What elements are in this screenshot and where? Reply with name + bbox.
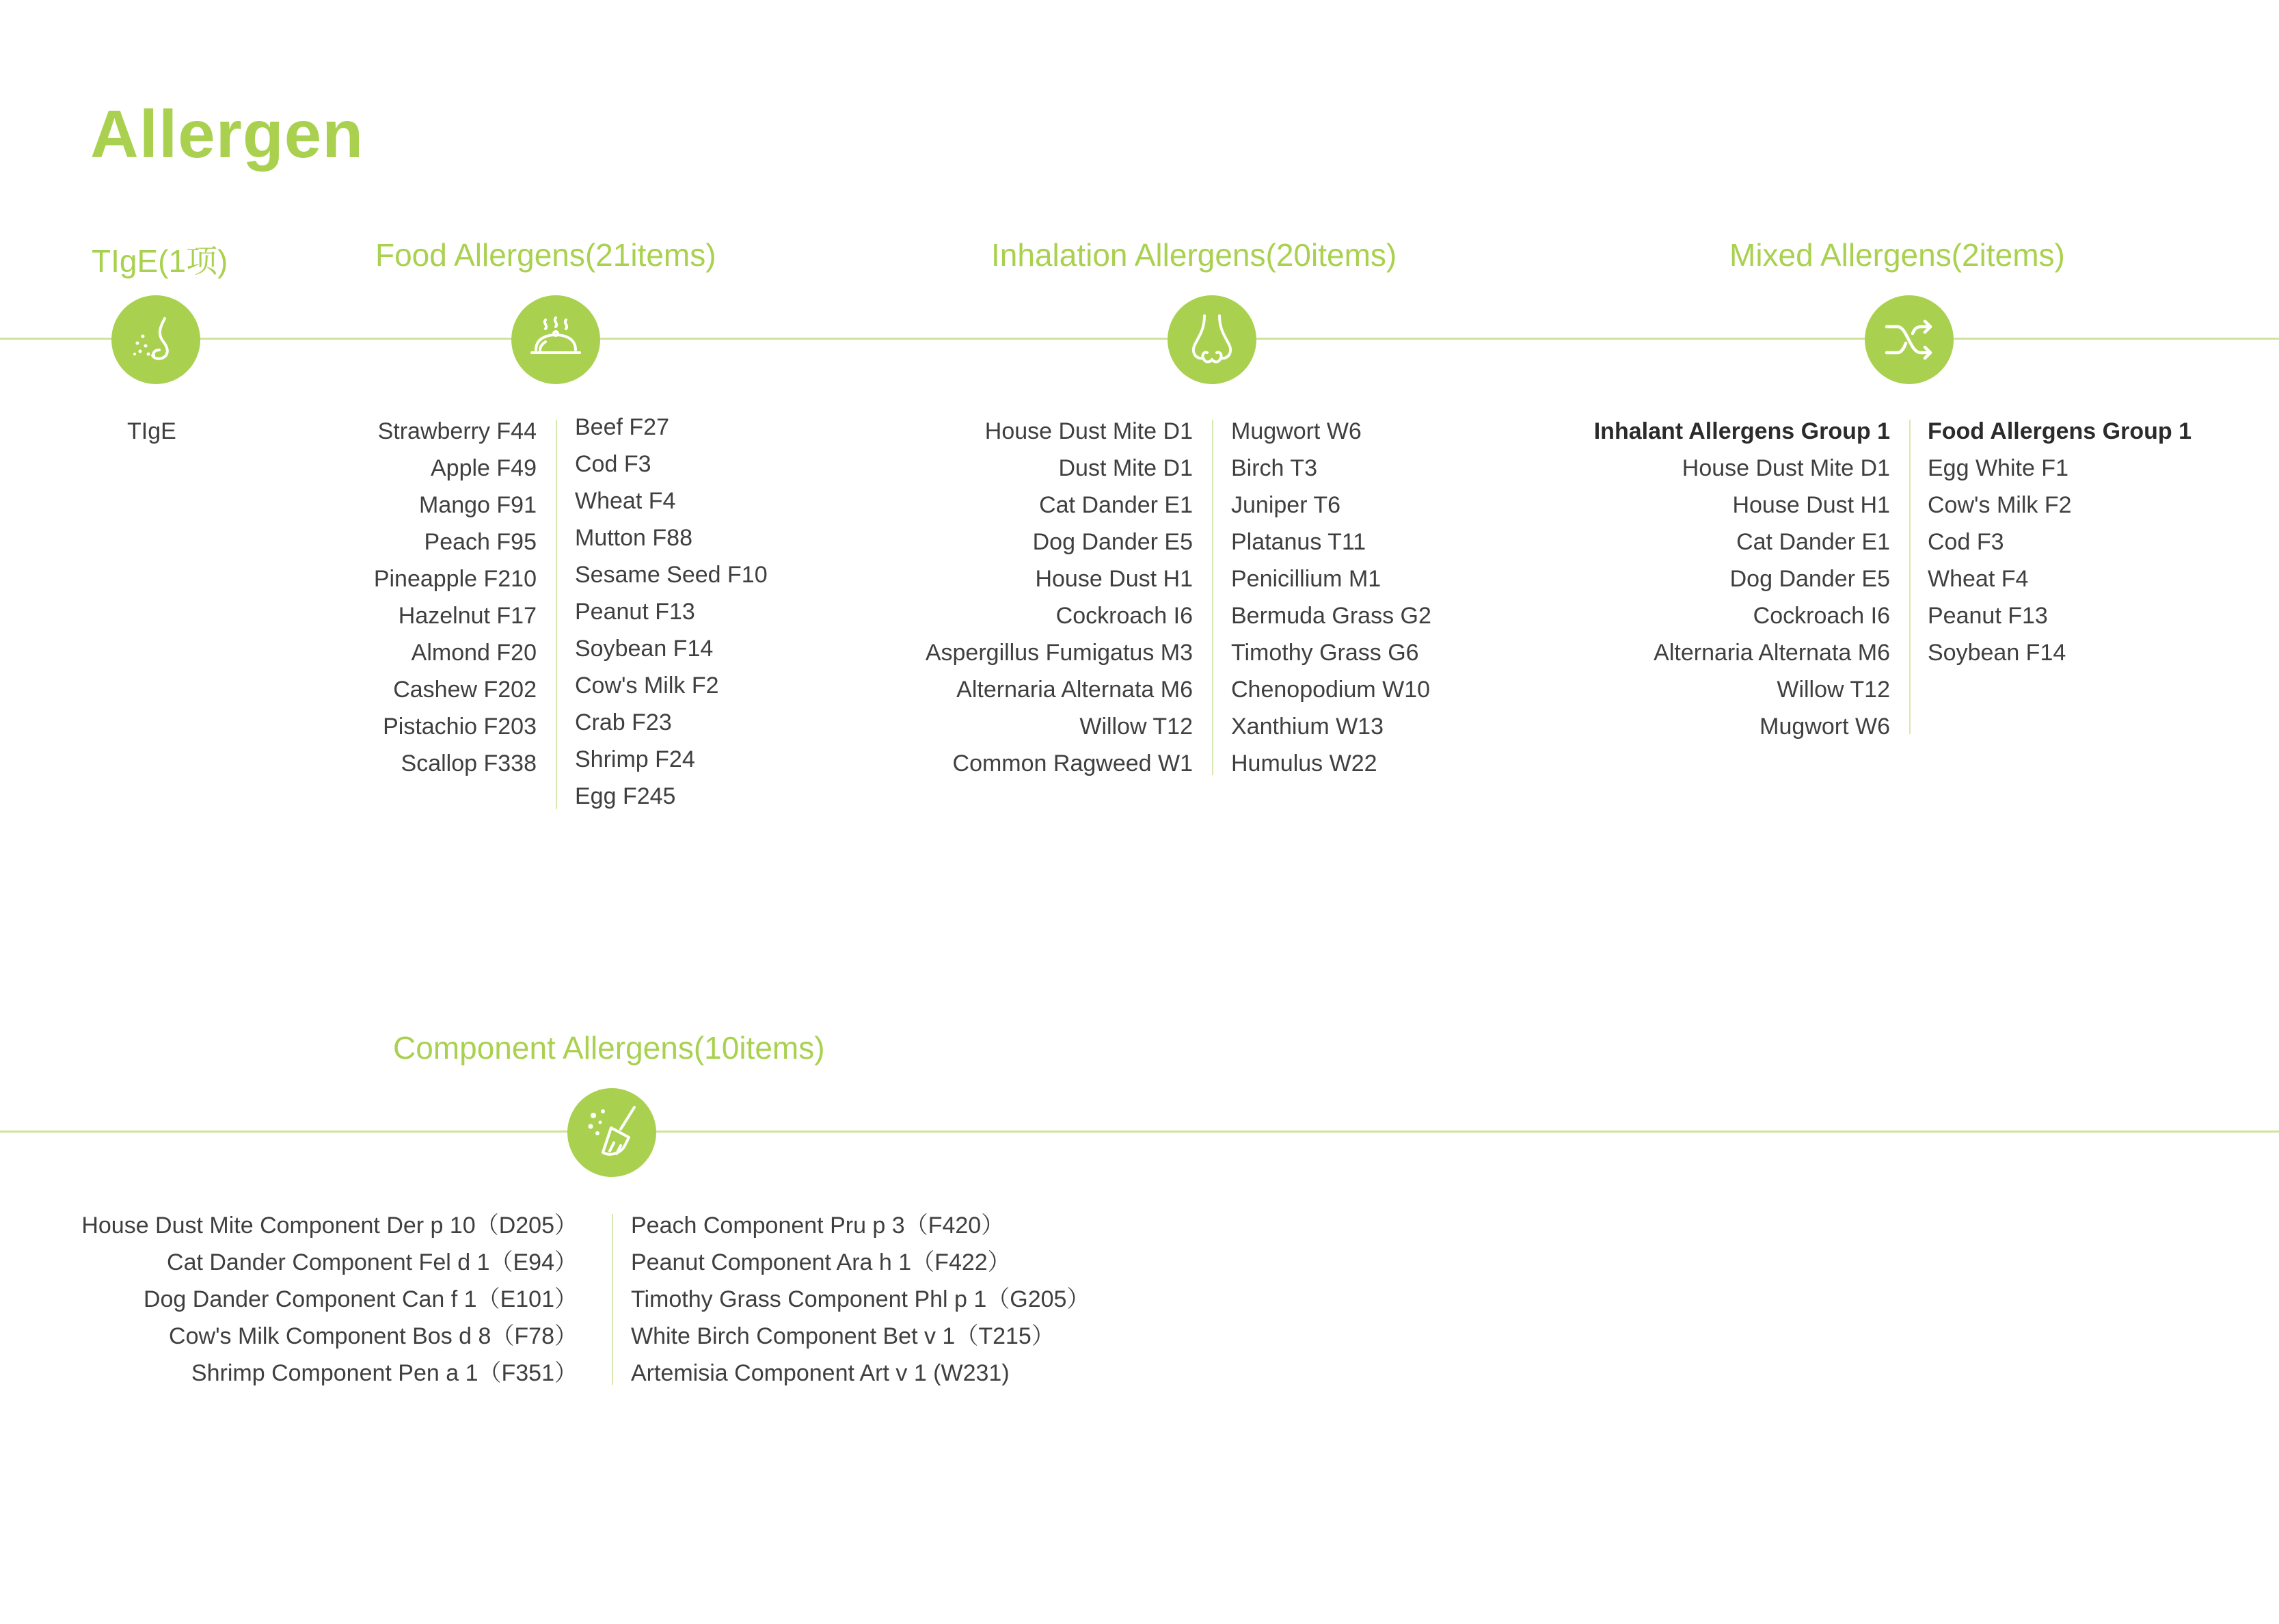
list-item: Soybean F14 bbox=[575, 636, 714, 662]
list-item: Shrimp Component Pen a 1（F351） bbox=[191, 1360, 578, 1386]
list-item: House Dust Mite D1 bbox=[1682, 455, 1890, 481]
list-item: Dust Mite D1 bbox=[1058, 455, 1193, 481]
list-item: Dog Dander E5 bbox=[1729, 566, 1890, 592]
list-item: Peanut F13 bbox=[575, 599, 695, 625]
group-header: Inhalant Allergens Group 1 bbox=[1593, 418, 1890, 444]
list-item: Cod F3 bbox=[1928, 529, 2004, 555]
mixed-list-right bbox=[1928, 413, 2192, 671]
list-item: Peanut Component Ara h 1（F422） bbox=[631, 1249, 1011, 1275]
list-item: Aspergillus Fumigatus M3 bbox=[925, 640, 1193, 666]
list-item: Willow T12 bbox=[1079, 714, 1193, 740]
list-item: Juniper T6 bbox=[1231, 492, 1341, 518]
inhalation-list-right bbox=[1231, 413, 1431, 782]
food-list-right bbox=[575, 409, 768, 815]
list-item: Cat Dander Component Fel d 1（E94） bbox=[167, 1249, 578, 1275]
category-heading-component: Component Allergens(10items) bbox=[393, 1030, 825, 1066]
component-list-right bbox=[631, 1207, 1090, 1392]
list-item: House Dust Mite D1 bbox=[984, 418, 1193, 444]
list-item: Strawberry F44 bbox=[377, 418, 537, 444]
mixed-list-left bbox=[1538, 413, 1890, 745]
list-item: Penicillium M1 bbox=[1231, 566, 1381, 592]
component-divider bbox=[612, 1214, 613, 1385]
list-item: Timothy Grass Component Phl p 1（G205） bbox=[631, 1286, 1090, 1312]
list-item: Dog Dander E5 bbox=[1032, 529, 1193, 555]
list-item: Timothy Grass G6 bbox=[1231, 640, 1419, 666]
category-heading-tige: TIgE(1项) bbox=[92, 243, 228, 279]
list-item: Cow's Milk Component Bos d 8（F78） bbox=[169, 1323, 578, 1349]
list-item: House Dust H1 bbox=[1035, 566, 1193, 592]
nose-icon bbox=[1168, 295, 1256, 384]
list-item: Soybean F14 bbox=[1928, 640, 2066, 666]
list-item: Cockroach I6 bbox=[1055, 603, 1193, 629]
list-item: Artemisia Component Art v 1 (W231) bbox=[631, 1360, 1010, 1386]
list-item: Mugwort W6 bbox=[1759, 714, 1890, 740]
list-item: Cod F3 bbox=[575, 451, 651, 477]
list-item: Crab F23 bbox=[575, 709, 672, 735]
list-item: Cow's Milk F2 bbox=[1928, 492, 2072, 518]
list-item: Cat Dander E1 bbox=[1736, 529, 1890, 555]
food-divider bbox=[556, 420, 557, 809]
category-heading-mixed: Mixed Allergens(2items) bbox=[1729, 237, 2065, 273]
food-cloche-icon bbox=[511, 295, 600, 384]
list-item: House Dust H1 bbox=[1732, 492, 1890, 518]
list-item: Almond F20 bbox=[411, 640, 537, 666]
list-item: Pineapple F210 bbox=[373, 566, 537, 592]
shuffle-icon bbox=[1865, 295, 1954, 384]
list-item: Cow's Milk F2 bbox=[575, 673, 719, 699]
inhalation-list-left bbox=[854, 413, 1193, 782]
list-item: Mango F91 bbox=[419, 492, 537, 518]
list-item: Humulus W22 bbox=[1231, 750, 1377, 776]
inhalation-divider bbox=[1212, 420, 1213, 775]
category-heading-food: Food Allergens(21items) bbox=[375, 237, 716, 273]
list-item: Birch T3 bbox=[1231, 455, 1317, 481]
list-item: Cat Dander E1 bbox=[1039, 492, 1193, 518]
broom-sweep-icon bbox=[567, 1088, 656, 1177]
list-item: TIgE bbox=[127, 418, 176, 444]
list-item: White Birch Component Bet v 1（T215） bbox=[631, 1323, 1055, 1349]
list-item: Bermuda Grass G2 bbox=[1231, 603, 1431, 629]
list-item: Sesame Seed F10 bbox=[575, 562, 768, 588]
list-item: Alternaria Alternata M6 bbox=[1654, 640, 1890, 666]
component-list-left bbox=[41, 1207, 578, 1392]
timeline-line-bottom bbox=[0, 1131, 2279, 1133]
list-item: Chenopodium W10 bbox=[1231, 677, 1431, 703]
category-heading-inhalation: Inhalation Allergens(20items) bbox=[991, 237, 1397, 273]
list-item: Wheat F4 bbox=[1928, 566, 2029, 592]
list-item: Mutton F88 bbox=[575, 525, 692, 551]
food-list-left bbox=[273, 413, 537, 782]
list-item: Peach F95 bbox=[424, 529, 537, 555]
page-title: Allergen bbox=[90, 96, 364, 172]
mixed-divider bbox=[1909, 420, 1911, 734]
list-item: Cockroach I6 bbox=[1753, 603, 1890, 629]
list-item: Cashew F202 bbox=[393, 677, 537, 703]
list-item: Willow T12 bbox=[1777, 677, 1890, 703]
list-item: House Dust Mite Component Der p 10（D205） bbox=[81, 1213, 578, 1239]
list-item: Alternaria Alternata M6 bbox=[956, 677, 1193, 703]
list-item: Scallop F338 bbox=[401, 750, 537, 776]
tige-list bbox=[127, 413, 176, 450]
list-item: Dog Dander Component Can f 1（E101） bbox=[143, 1286, 578, 1312]
nose-sneeze-icon bbox=[111, 295, 200, 384]
list-item: Mugwort W6 bbox=[1231, 418, 1362, 444]
list-item: Beef F27 bbox=[575, 414, 669, 440]
list-item: Common Ragweed W1 bbox=[952, 750, 1193, 776]
list-item: Wheat F4 bbox=[575, 488, 676, 514]
list-item: Egg F245 bbox=[575, 783, 676, 809]
list-item: Peanut F13 bbox=[1928, 603, 2048, 629]
list-item: Apple F49 bbox=[431, 455, 537, 481]
list-item: Egg White F1 bbox=[1928, 455, 2068, 481]
list-item: Xanthium W13 bbox=[1231, 714, 1384, 740]
list-item: Pistachio F203 bbox=[383, 714, 537, 740]
list-item: Hazelnut F17 bbox=[398, 603, 537, 629]
group-header: Food Allergens Group 1 bbox=[1928, 418, 2192, 444]
list-item: Shrimp F24 bbox=[575, 746, 695, 772]
list-item: Peach Component Pru p 3（F420） bbox=[631, 1213, 1005, 1239]
list-item: Platanus T11 bbox=[1231, 529, 1366, 555]
